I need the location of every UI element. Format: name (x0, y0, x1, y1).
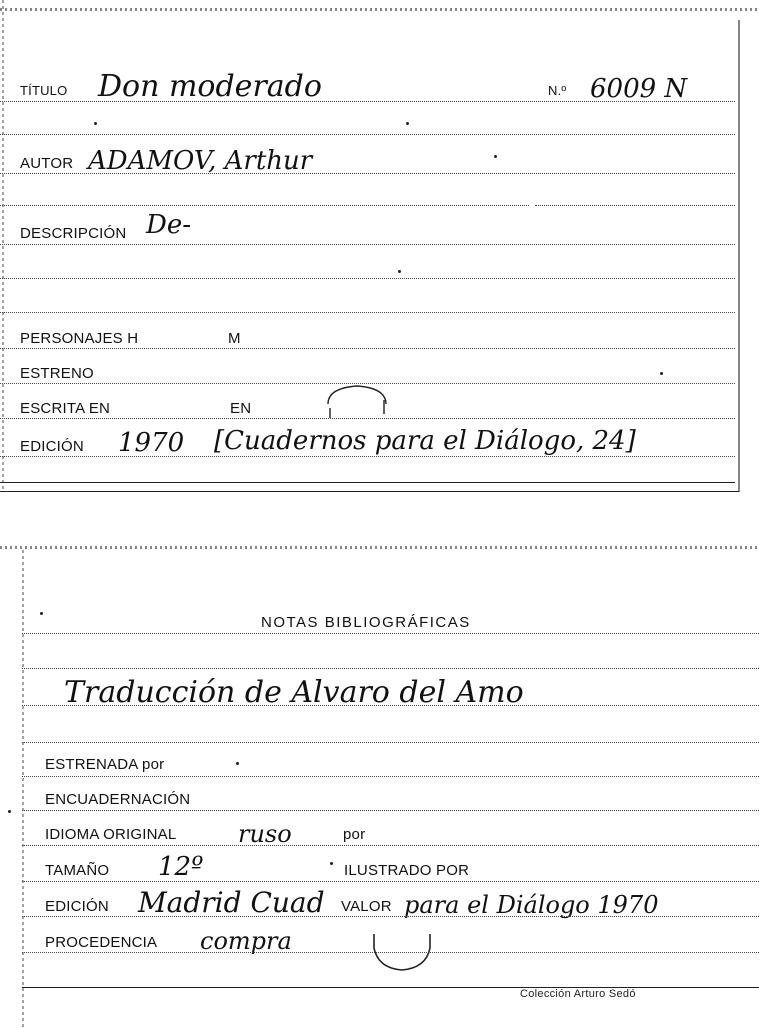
autor-value: ADAMOV, Arthur (88, 146, 313, 176)
back-bottom-rule (22, 987, 759, 988)
catalog-card-front (0, 0, 759, 492)
escrita-label: ESCRITA EN (20, 400, 111, 417)
notas-line1: Traducción de Alvaro del Amo (64, 675, 524, 710)
speck (660, 372, 663, 375)
valor-label: VALOR (341, 898, 392, 915)
estrenada-label: ESTRENADA por (45, 756, 165, 773)
personajes-m-label: M (228, 330, 241, 347)
por-label: por (343, 826, 366, 843)
notas-title: NOTAS BIBLIOGRÁFICAS (261, 614, 471, 631)
speck (236, 762, 239, 765)
tamano-value: 12º (158, 852, 204, 882)
card-right-edge (738, 20, 740, 492)
edicion-rule (0, 456, 735, 457)
idioma-label: IDIOMA ORIGINAL (45, 826, 177, 843)
speck (406, 122, 409, 125)
autor-label: AUTOR (20, 155, 74, 172)
autor-rule (0, 173, 735, 174)
blank-rule-3 (0, 278, 735, 279)
edicion-label: EDICIÓN (45, 898, 109, 915)
idioma-value: ruso (238, 820, 292, 848)
card-bottom-edge (0, 491, 739, 492)
numero-label: N.º (548, 83, 567, 98)
idioma-rule (22, 845, 759, 846)
edicion-rule (22, 916, 759, 917)
card-top-edge (0, 546, 759, 549)
procedencia-rule (22, 952, 759, 953)
tamano-rule (22, 881, 759, 882)
collection-footer: Colección Arturo Sedó (520, 988, 636, 1000)
procedencia-label: PROCEDENCIA (45, 934, 158, 951)
titulo-rule (0, 101, 735, 102)
notas-title-rule (22, 633, 759, 634)
descripcion-value: De- (146, 210, 192, 240)
edicion-series: [Cuadernos para el Diálogo, 24] (214, 426, 636, 456)
ilustrado-label: ILUSTRADO POR (344, 862, 470, 879)
numero-value: 6009 N (590, 74, 688, 104)
procedencia-value: compra (200, 927, 292, 955)
estreno-label: ESTRENO (20, 365, 94, 382)
blank-rule-2b (535, 205, 735, 206)
encuadernacion-label: ENCUADERNACIÓN (45, 791, 191, 808)
front-bottom-rule (0, 482, 735, 483)
notas-line1-rule (22, 705, 759, 706)
edicion-year: 1970 (118, 428, 185, 458)
blank-rule-1 (0, 134, 735, 135)
descripcion-label: DESCRIPCIÓN (20, 225, 127, 242)
edicion-value: Madrid Cuad (138, 886, 325, 919)
speck (494, 155, 497, 158)
blank-rule-4 (0, 312, 735, 313)
encuadernacion-rule (22, 810, 759, 811)
card-left-edge (22, 550, 24, 1028)
speck (40, 612, 43, 615)
blank-rule-2 (0, 205, 529, 206)
titulo-value: Don moderado (98, 69, 322, 104)
escrita-rule (0, 418, 735, 419)
personajes-label: PERSONAJES H (20, 330, 139, 347)
en-label: EN (230, 400, 252, 417)
blank-rule-1 (22, 668, 759, 669)
card-top-edge (0, 8, 759, 11)
speck (94, 122, 97, 125)
tamano-label: TAMAÑO (45, 862, 110, 879)
speck (330, 862, 333, 865)
valor-value: para el Diálogo 1970 (404, 891, 659, 919)
descripcion-rule (0, 244, 735, 245)
personajes-rule (0, 348, 735, 349)
titulo-label: TÍTULO (20, 83, 68, 98)
speck (8, 810, 11, 813)
catalog-card-back (0, 540, 759, 1028)
edicion-label: EDICIÓN (20, 438, 84, 455)
speck (398, 270, 401, 273)
blank-rule-2 (22, 742, 759, 743)
estrenada-rule (22, 776, 759, 777)
